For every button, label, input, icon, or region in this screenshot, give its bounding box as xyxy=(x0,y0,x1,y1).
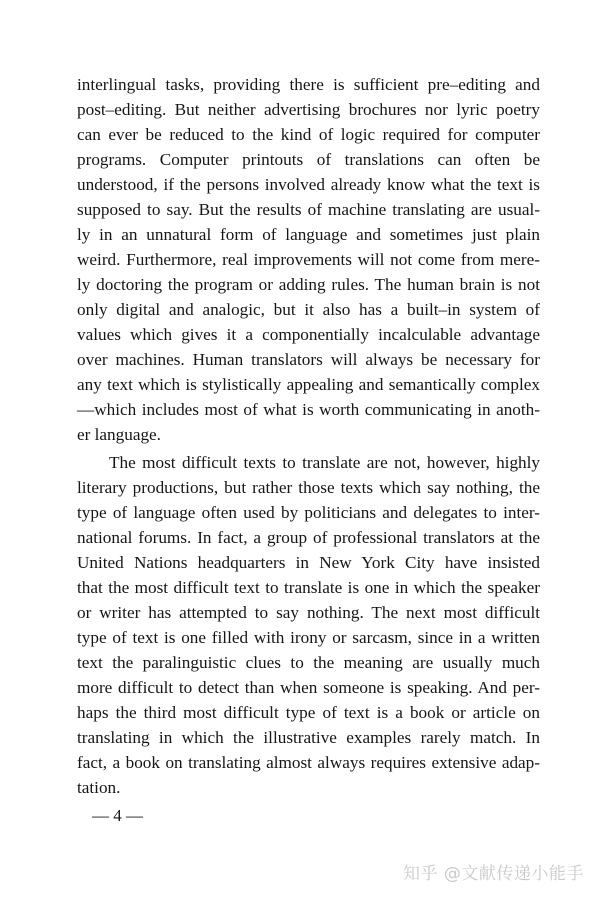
text-line: more difficult to detect than when someone is speaking. And per- xyxy=(77,678,540,697)
text-line: haps the third most difficult type of text is a book or article on xyxy=(77,703,540,722)
text-line: supposed to say. But the results of machine translating are usual- xyxy=(77,200,540,219)
text-line: can ever be reduced to the kind of logic required for computer xyxy=(77,125,540,144)
text-line: understood, if the persons involved already know what the text is xyxy=(77,175,540,194)
text-line: —which includes most of what is worth communicating in anoth- xyxy=(77,400,540,419)
page-number: — 4 — xyxy=(92,806,143,825)
text-line: type of text is one filled with irony or sarcasm, since in a written xyxy=(77,628,540,647)
text-line: United Nations headquarters in New York City have insisted xyxy=(77,553,540,572)
text-line: national forums. In fact, a group of professional translators at the xyxy=(77,528,540,547)
text-line: literary productions, but rather those texts which say nothing, the xyxy=(77,478,540,497)
watermark: 知乎 @文献传递小能手 xyxy=(403,864,584,884)
text-line: er language. xyxy=(77,425,161,444)
text-line: ly in an unnatural form of language and sometimes just plain xyxy=(77,225,540,244)
text-line: values which gives it a componentially incalculable advantage xyxy=(77,325,540,344)
text-line: weird. Furthermore, real improvements will not come from mere- xyxy=(77,250,540,269)
text-line: ly doctoring the program or adding rules. The human brain is not xyxy=(77,275,540,294)
text-line: that the most difficult text to translate is one in which the speaker xyxy=(77,578,540,597)
text-line: or writer has attempted to say nothing. The next most difficult xyxy=(77,603,540,622)
text-line: interlingual tasks, providing there is sufficient pre–editing and xyxy=(77,75,540,94)
text-line: post–editing. But neither advertising brochures nor lyric poetry xyxy=(77,100,540,119)
text-line: fact, a book on translating almost always requires extensive adap- xyxy=(77,753,540,772)
text-line: tation. xyxy=(77,778,121,797)
text-line: The most difficult texts to translate are not, however, highly xyxy=(109,453,540,472)
text-line: any text which is stylistically appealing and semantically complex xyxy=(77,375,540,394)
text-line: translating in which the illustrative examples rarely match. In xyxy=(77,728,540,747)
text-line: type of language often used by politicians and delegates to inter- xyxy=(77,503,540,522)
text-line: over machines. Human translators will always be necessary for xyxy=(77,350,540,369)
text-line: text the paralinguistic clues to the meaning are usually much xyxy=(77,653,540,672)
text-line: programs. Computer printouts of translations can often be xyxy=(77,150,540,169)
text-line: only digital and analogic, but it also has a built–in system of xyxy=(77,300,540,319)
